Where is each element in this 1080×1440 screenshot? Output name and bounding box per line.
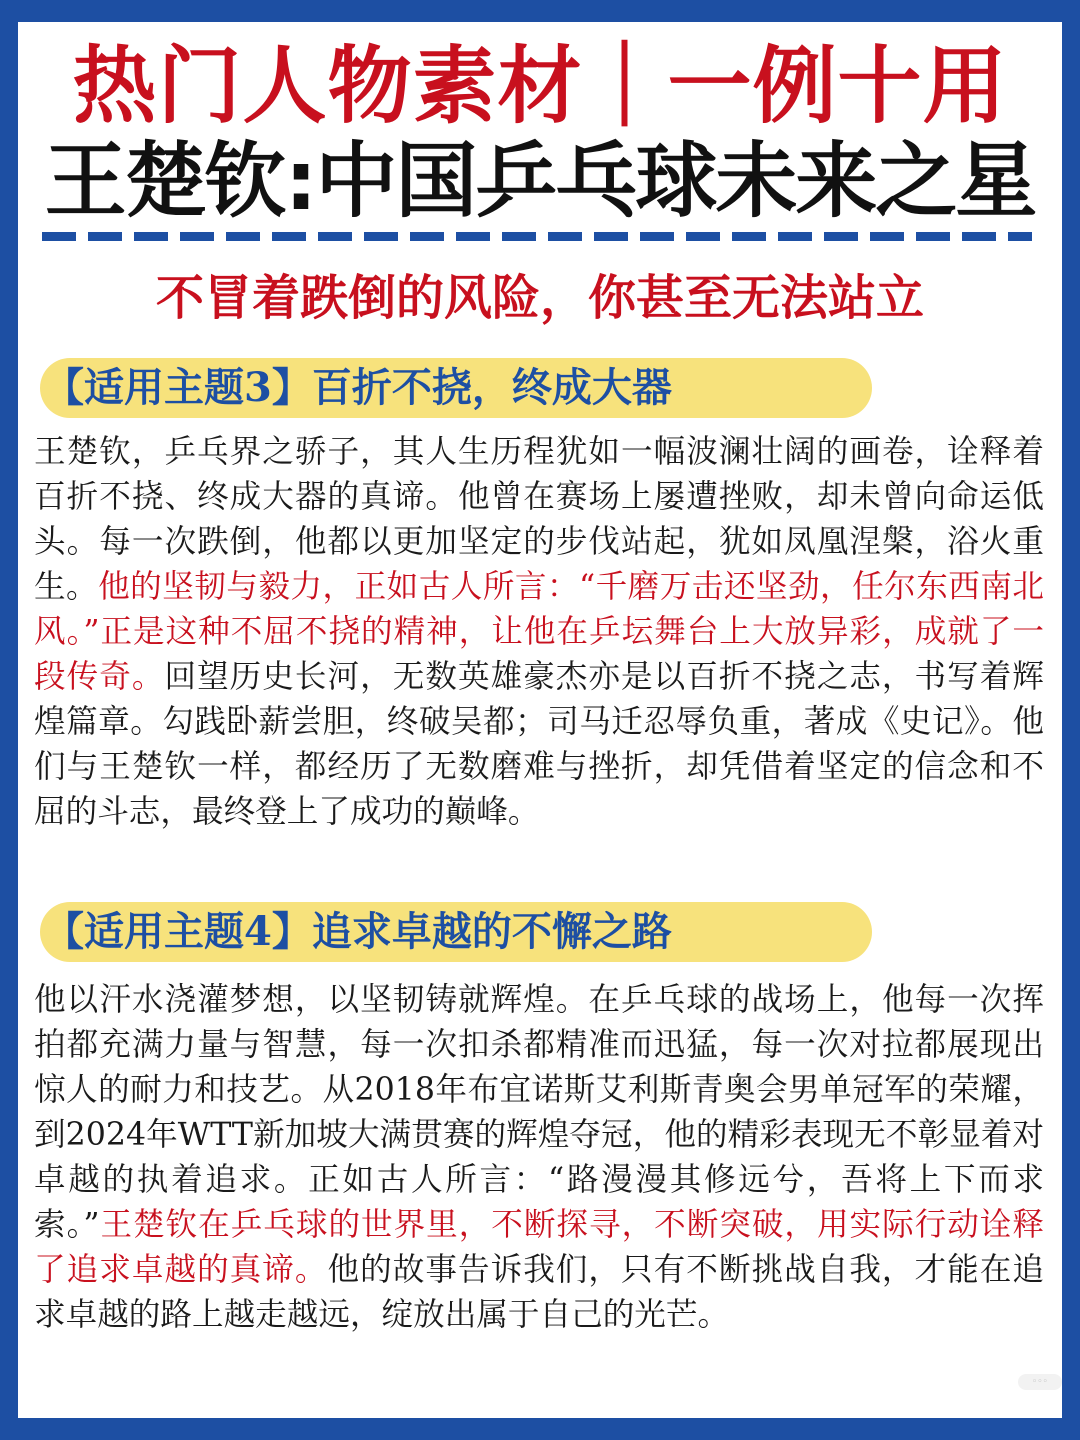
topic-4-label: 【适用主题4】追求卓越的不懈之路 [44, 908, 672, 955]
topic-4-text-part2: 他的故事告诉我们，只有不断挑战自我，才能在追求卓越的路上越走越远，绽放出属于自己的光芒。 [34, 1252, 1044, 1333]
quote-heading: 不冒着跌倒的风险，你甚至无法站立 [155, 270, 924, 326]
topic-4-text-part1: 他以汗水浇灌梦想，以坚韧铸就辉煌。在乒乓球的战场上，他每一次挥拍都充满力量与智慧，每一次扣杀都精准而迅猛，每一次对拉都展现出惊人的耐力和技艺。从2018年布宜诺斯艾利斯青奥会男单冠军的荣耀，到2024年WTT新加坡大满贯赛的辉煌夺冠，他的精彩表现无不彰显着对卓越的执着追求。正如古人所言：“路漫漫其修远兮，吾将上下而求索。” [34, 982, 1044, 1243]
topic-4-highlight: 王楚钦在乒乓球的世界里，不断探寻，不断突破，用实际行动诠释了追求卓越的真谛。 [34, 1207, 1044, 1288]
topic-3-text-part1: 王楚钦，乒乓界之骄子，其人生历程犹如一幅波澜壮阔的画卷，诠释着百折不挠、终成大器的真谛。他曾在赛场上屡遭挫败，却未曾向命运低头。每一次跌倒，他都以更加坚定的步伐站起，犹如凤凰涅槃，浴火重生。 [34, 434, 1044, 605]
topic-3-banner [40, 358, 872, 418]
topic-3-label: 【适用主题3】百折不挠，终成大器 [44, 364, 672, 411]
dashed-divider [42, 232, 1032, 241]
topic-4-banner [40, 902, 872, 962]
topic-4-paragraph [34, 978, 1044, 1338]
article-card [18, 22, 1062, 1418]
topic-3-paragraph [34, 430, 1044, 835]
topic-3-text-part2: 回望历史长河，无数英雄豪杰亦是以百折不挠之志，书写着辉煌篇章。勾践卧薪尝胆，终破吴都；司马迁忍辱负重，著成《史记》。他们与王楚钦一样，都经历了无数磨难与挫折，却凭借着坚定的信念和不屈的斗志，最终登上了成功的巅峰。 [34, 659, 1044, 830]
watermark-logo: ◦◦◦ [1018, 1374, 1062, 1390]
main-title: 热门人物素材｜一例十用 [72, 37, 1008, 135]
subtitle: 王楚钦:中国乒乓球未来之星 [44, 134, 1036, 229]
topic-3-highlight: 他的坚韧与毅力，正如古人所言：“千磨万击还坚劲，任尔东西南北风。”正是这种不屈不挠的精神，让他在乒坛舞台上大放异彩，成就了一段传奇。 [34, 569, 1044, 695]
